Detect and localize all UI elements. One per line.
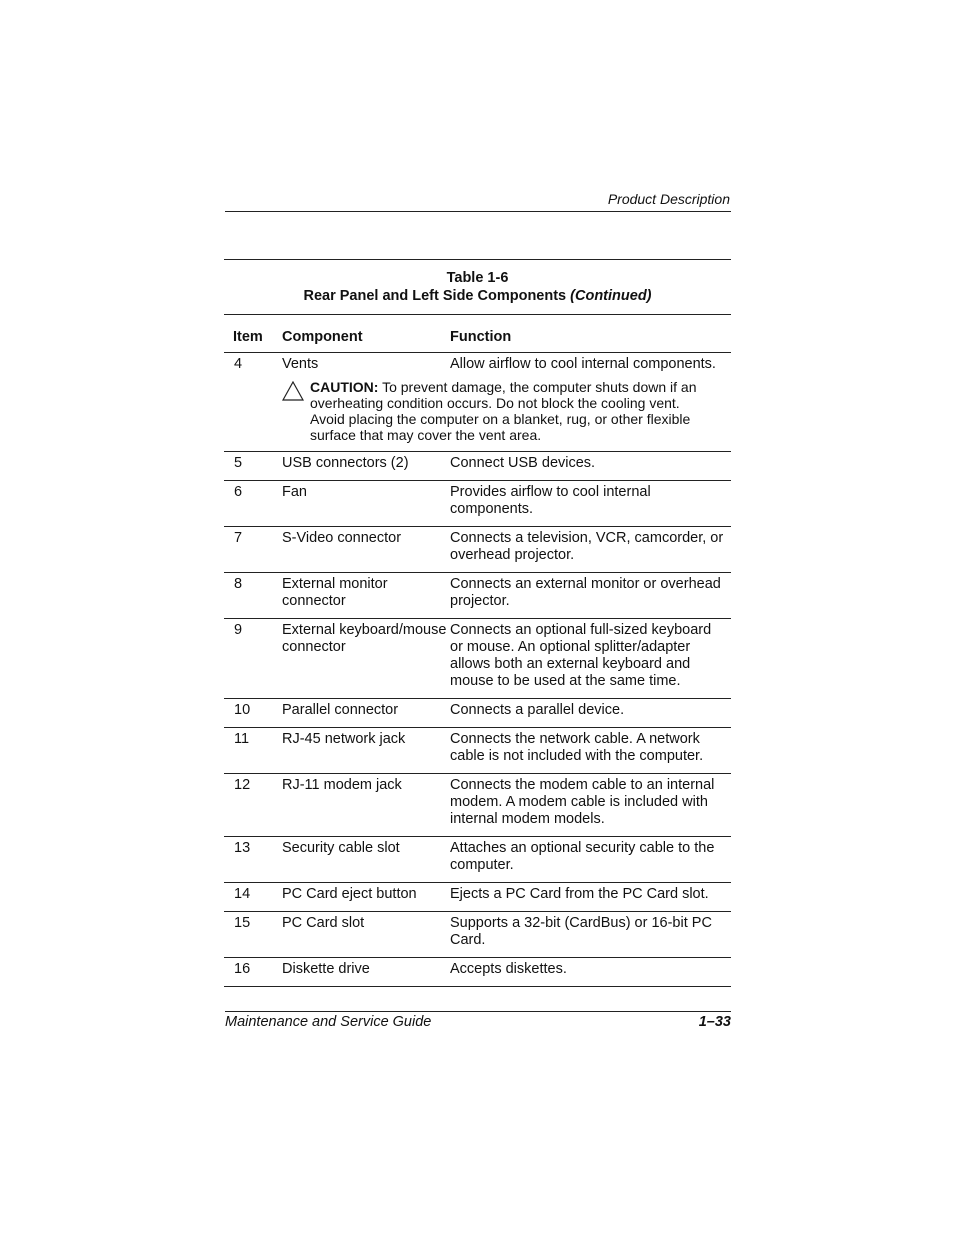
component-name: Security cable slot <box>282 840 400 856</box>
table-row <box>224 774 731 837</box>
component-function: Connects the modem cable to an internal modem. A modem cable is included with internal modem models. <box>450 777 715 827</box>
component-function: Connects an optional full-sized keyboard or mouse. An optional splitter/adapter allows both an external keyboard and mouse to be used at the same time. <box>450 622 712 689</box>
caution-label: CAUTION: <box>310 379 379 395</box>
table-row <box>224 837 731 883</box>
component-name: RJ-11 modem jack <box>282 777 402 793</box>
table-title-suffix: (Continued) <box>570 288 652 304</box>
column-header-function: Function <box>450 329 512 345</box>
caution-text: To prevent damage, the computer shuts down if an overheating condition occurs. Do not block the cooling vent. Avoid placing the computer on a blanket, rug, or other flexible surface that may cover the vent area. <box>310 379 697 443</box>
table-row <box>224 728 731 774</box>
component-name: S-Video connector <box>282 530 402 546</box>
running-header: Product Description <box>607 191 730 207</box>
column-header-component: Component <box>282 329 363 345</box>
footer-guide-title: Maintenance and Service Guide <box>225 1014 432 1030</box>
table-row <box>224 527 731 573</box>
item-number: 11 <box>234 731 250 747</box>
table-title-line <box>224 287 731 305</box>
component-name: Fan <box>282 484 307 500</box>
component-function: Accepts diskettes. <box>450 961 567 977</box>
table-row <box>224 481 731 527</box>
header-divider <box>225 211 731 212</box>
item-number: 9 <box>234 622 243 638</box>
component-name: External keyboard/mouse connector <box>282 622 447 655</box>
item-number: 16 <box>234 961 251 977</box>
table-row <box>224 699 731 728</box>
table-label: Table 1-6 <box>446 270 509 286</box>
table-row <box>224 452 731 481</box>
component-function: Connect USB devices. <box>450 455 596 471</box>
component-name: USB connectors (2) <box>282 455 409 471</box>
caution-text-block <box>310 379 731 443</box>
table-row <box>224 573 731 619</box>
item-number: 10 <box>234 702 251 718</box>
caution-note <box>282 377 731 451</box>
page-number: 1–33 <box>698 1014 731 1030</box>
component-function: Connects an external monitor or overhead projector. <box>450 576 721 609</box>
footer-divider <box>225 1011 731 1012</box>
item-number: 15 <box>234 915 251 931</box>
caution-triangle-icon <box>282 379 310 443</box>
component-function: Ejects a PC Card from the PC Card slot. <box>450 886 709 902</box>
table-caption <box>224 259 731 315</box>
item-number: 8 <box>234 576 243 592</box>
table-row <box>224 883 731 912</box>
component-name: Diskette drive <box>282 961 370 977</box>
components-table <box>224 259 731 987</box>
item-number: 14 <box>234 886 251 902</box>
component-name: Vents <box>282 356 319 372</box>
table-row <box>224 958 731 987</box>
table-row <box>224 353 731 452</box>
component-function: Connects the network cable. A network cable is not included with the computer. <box>450 731 704 764</box>
item-number: 13 <box>234 840 251 856</box>
table-row <box>224 912 731 958</box>
item-number: 6 <box>234 484 243 500</box>
component-name: PC Card slot <box>282 915 365 931</box>
component-function: Allow airflow to cool internal components. <box>450 356 716 372</box>
column-header-item: Item <box>233 329 263 345</box>
item-number: 7 <box>234 530 243 546</box>
item-number: 5 <box>234 455 243 471</box>
component-function: Connects a television, VCR, camcorder, or overhead projector. <box>450 530 724 563</box>
component-function: Connects a parallel device. <box>450 702 625 718</box>
component-function: Attaches an optional security cable to the computer. <box>450 840 715 873</box>
component-name: PC Card eject button <box>282 886 417 902</box>
component-name: External monitor connector <box>282 576 388 609</box>
component-function: Provides airflow to cool internal components. <box>450 484 651 517</box>
component-name: Parallel connector <box>282 702 399 718</box>
component-function: Supports a 32-bit (CardBus) or 16-bit PC Card. <box>450 915 712 948</box>
item-number: 12 <box>234 777 251 793</box>
item-number: 4 <box>234 356 243 372</box>
table-header-row <box>224 315 731 353</box>
table-title: Rear Panel and Left Side Components <box>303 288 567 304</box>
component-name: RJ-45 network jack <box>282 731 406 747</box>
table-row <box>224 619 731 699</box>
